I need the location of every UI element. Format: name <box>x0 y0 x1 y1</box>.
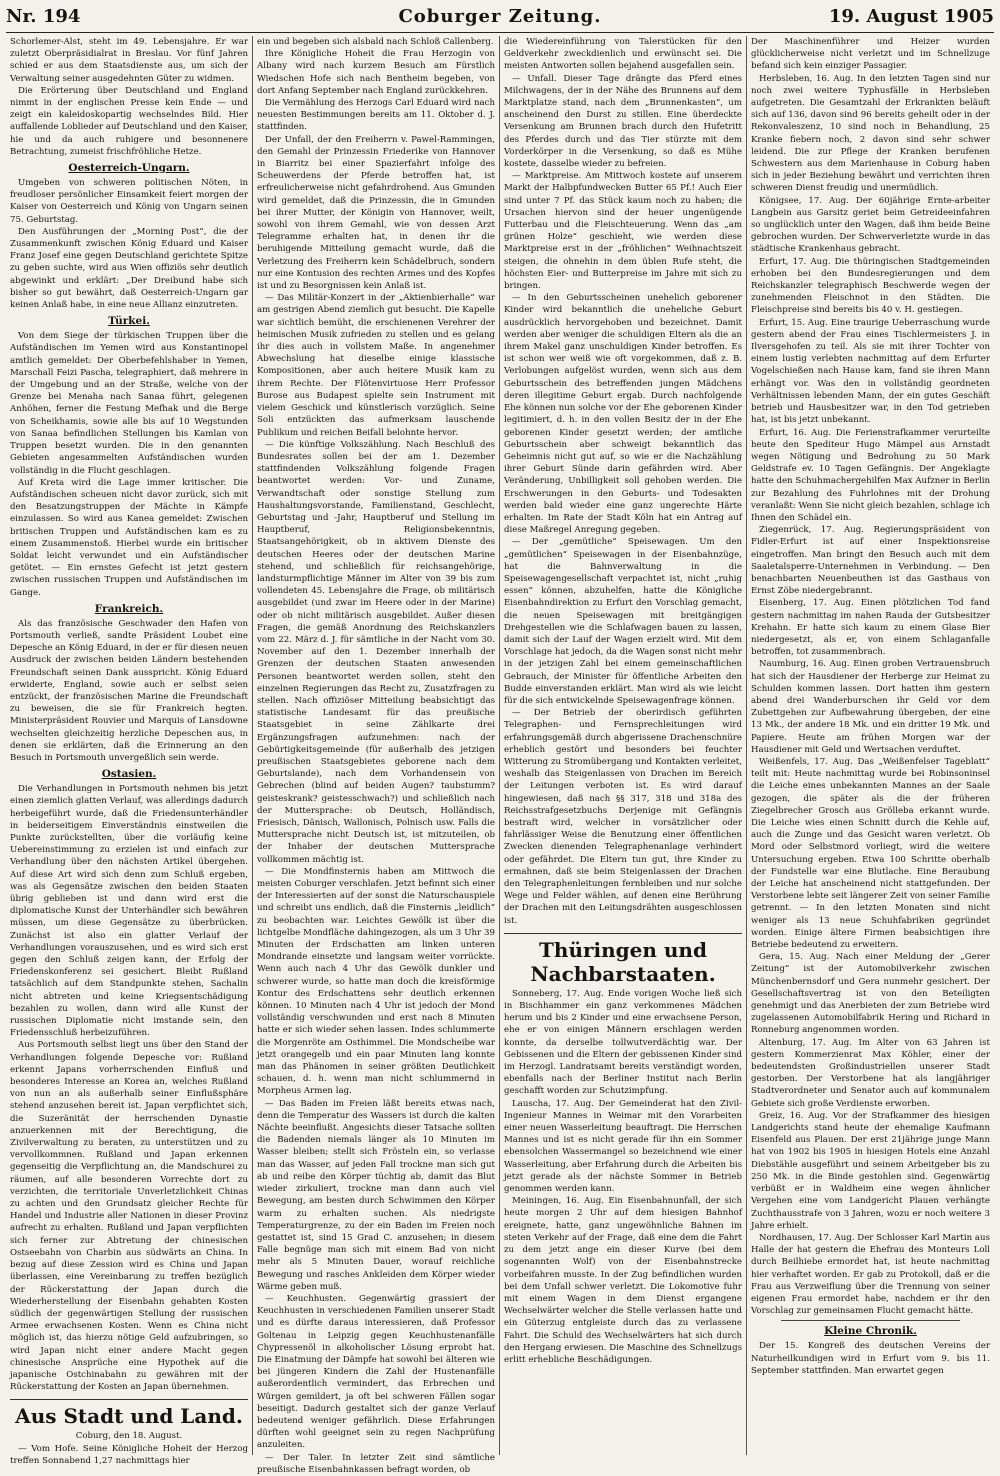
section-heading: Ostasien. <box>101 768 157 781</box>
article-paragraph: Erfurt, 17. Aug. Die thüringischen Stadtgemeinden erhoben bei den Bundesregierungen und dem Reichskanzler telegraphisch Beschwerde wegen der zunehmenden Fleischnot in den Städten. Die Fleischpreise sind bereits bis 40 v. H. gestiegen. <box>751 256 990 316</box>
article-paragraph: Schorlemer-Alst, steht im 49. Lebensjahre. Er war zuletzt Oberpräsidialrat in Breslau. Vor fünf Jahren schied er aus dem Staatsdienste aus, um sich der Verwaltung seiner ausgedehnten Güter zu widmen. <box>10 37 248 84</box>
article-paragraph: Die Verhandlungen in Portsmouth nehmen bis jetzt einen ziemlich glatten Verlauf, was allerdings dadurch herbeigeführt wurde, daß die Friedensunterhändler in beiderseitigem Einverständnis einstweilen die Punkte zurückstellten, über die vorläufig keine Uebereinstimmung zu erzielen ist und einfach zur Verhandlung über den nächsten Artikel übergehen. Auf diese Art wird sich denn zum Schluß ergeben, was als Gegensätze zwischen den beiden Staaten übrig geblieben ist und dann wird erst die diplomatische Kunst der Unterhändler sich bewähren müssen, um diese Gegensätze zu überbrücken. Zunächst ist also ein glatter Verlauf der Verhandlungen vorauszusehen, und es wird sich erst gegen den Schluß zeigen kann, der Erfolg der Friedenskonferenz sei gesichert. Bleibt Rußland tatsächlich auf dem Standpunkte stehen, Sachalin nicht abtreten und keine Kriegsentschädigung bezahlen zu wollen, dann wird alle Kunst der russischen Diplomatie nicht imstande sein, den Friedensschluß herbeizuführen. <box>10 784 248 1039</box>
article-paragraph: Aus Portsmouth selbst liegt uns über den Stand der Verhandlungen folgende Depesche vor: Rußland erkennt Japans vorherrschenden Einfluß und besonderes Interesse an Korea an, welches Rußland von nun an als außerhalb seiner Einflußsphäre stehend anzusehen bereit ist. Japan verpflichtet sich, die Suzeränität der herrschenden Dynastie anzuerkennen mit der Berechtigung, die Zivilverwaltung zu beraten, zu unterstützen und zu vervollkommnen. Rußland und Japan erkennen gegenseitig die Verpflichtung an, die Mandschurei zu räumen, auf alle besonderen Vorrechte dort zu verzichten, die territoriale Unverletzlichkeit Chinas zu achten und den Grundsatz gleicher Rechte für Handel und Industrie aller Nationen in dieser Provinz aufrecht zu erhalten. Rußland und Japan verpflichten sich ferner zur Abtretung der chinesischen Ostseebahn von Charbin aus südwärts an China. In bezug auf diese Zession wird es China und Japan überlassen, eine Vereinbarung zu treffen bezüglich der Rückerstattung der Japan durch die Wiederherstellung der Eisenbahn gehabten Kosten südlich der gegenwärtigen Stellung der russischen Armee erwachsenen Kosten. Wenn es China nicht möglich ist, das hierzu nötige Geld aufzubringen, so wird Japan nicht einer andere Macht gegen chinesische Ansprüche eine Hypothek auf die japanische Ostchinabahn zu gewähren mit der Rückerstattung der Kosten an Japan übernehmen. <box>10 1040 248 1393</box>
article-paragraph: Ziegenrück, 17. Aug. Regierungspräsident von Fidler-Erfurt ist auf einer Inspektionsreise eingetroffen. Man bringt den Besuch auch mit dem Saaletalsperre-Unternehmen in Verbindung. — Den benachbarten Neuenbeuthen ist das Gasthaus von Ernst Zöbe niedergebrannt. <box>751 525 990 597</box>
article-paragraph: Die Erörterung über Deutschland und England nimmt in der englischen Presse kein Ende — und zeigt ein kaleidoskopartig wechselndes Bild. Hier auffallende Loblieder auf Deutschland und den Kaiser, hie und da auch ruhigere und besonnenere Betrachtung, zumeist frischfröhliche Hetze. <box>10 85 248 157</box>
section-heading: Kleine Chronik. <box>824 1325 917 1338</box>
article-paragraph: Altenburg, 17. Aug. Im Alter von 63 Jahren ist gestern Kommerzienrat Max Köhler, einer der bedeutendsten Großindustriellen unserer Stadt gestorben. Der Verstorbene hat als langjähriger Stadtverordneter und Senator auch auf kommunalem Gebiete sich große Verdienste erworben. <box>751 1037 990 1109</box>
newspaper-title: Coburger Zeitung. <box>398 6 602 27</box>
article-paragraph: Greiz, 16. Aug. Vor der Strafkammer des hiesigen Landgerichts stand heute der ehemalige Kaufmann Eisenfeld aus Plauen. Der erst 21jährige junge Mann hat von 1902 bis 1905 in hiesigen Hotels eine Anzahl Diebstähle ausgeführt und seinem Arbeitgeber bis zu 250 Mk. in die Binde gestohlen sind. Gegenwärtig verbüßt er in Waldheim eine wegen ähnlicher Vergehen eine vom Landgericht Plauen verhängte Zuchthausstrafe von 3 Jahren, wozu er noch weitere 3 Jahre erhielt. <box>751 1110 990 1231</box>
article-paragraph: Meiningen, 16. Aug. Ein Eisenbahnunfall, der sich heute morgen 2 Uhr auf dem hiesigen Bahnhof ereignete, hatte, ganz ungewöhnliche Bahnen im steten Verkehr auf der Frage, daß eine dem die Fahrt zu dem jetzt ange ein dieser Kurve (bei dem sogenannten Wolf) von der Eisenbahnstrecke vorbeifahren musste. In der Zug befindlichen wurden bei dem Unfall schwer verletzt. Die Lokomotive fuhr mit einem Wagen in dem Dienst ergangene Wechselwärter welcher die Stelle verlassen hatte und ein Güterzug entgleiste durch das zu verlassene Fahrt. Die Schuld des Wechselwärters hat sich durch den Hergang erwiesen. Die Maschine des Schnellzugs erlitt erhebliche Beschädigungen. <box>504 1196 742 1365</box>
columns <box>6 36 994 1475</box>
divider <box>781 1320 960 1321</box>
masthead <box>6 6 994 33</box>
article-paragraph: — Keuchhusten. Gegenwärtig grassiert der Keuchhusten in verschiedenen Familien unserer Stadt und es dürfte daraus interessieren, daß Professor Goltenau in Leipzig gegen Keuchhustenanfälle Chypressenöl in alkoholischer Lösung erprobt hat. Die Einatmung der Dämpfe hat sowohl bei älteren wie bei jüngeren Kindern die Zahl der Hustenanfälle außerordentlich vermindert, das Erbrechen und Würgen gemildert, ja oft bei schweren Fällen sogar beseitigt. Dadurch gestaltet sich der ganze Verlauf bedeutend weniger gefährlich. Diese Erfahrungen dürften wohl geeignet sein zu regen Nachprüfung anzuleiten. <box>257 1293 495 1451</box>
article-paragraph: Auf Kreta wird die Lage immer kritischer. Die Aufständischen scheuen nicht davor zurück, sich mit den Besatzungstruppen der Mächte in Kämpfe einzulassen. So wird aus Kanea gemeldet: Zwischen britischen Truppen und Aufständischen kam es zu einem Zusammenstoß. Hierbei wurde ein britischer Soldat leicht verwundet und ein Aufständischer getötet. — Ein ernstes Gefecht ist jetzt gestern zwischen russischen Truppen und Aufständischen im Gange. <box>10 477 248 598</box>
article-paragraph: Sonneberg, 17. Aug. Ende vorigen Woche ließ sich in Bischhammer ein ganz verkommenes Mädchen herum und bis 2 Kinder und eine erwachsene Person, ehe er von einigen Männern erschlagen werden konnte, da derselbe tollwutverdächtig war. Der Gebissenen und die Eltern der gebissenen Kinder sind im Herzogl. Landratsamt bereits verständigt worden, ebenfalls nach der Berliner Institut nach Berlin geschafft worden zur Schutzimpfung. <box>504 988 742 1097</box>
article-paragraph: Herbsleben, 16. Aug. In den letzten Tagen sind nur noch zwei weitere Typhusfälle in Herbsleben aufgetreten. Die Gesamtzahl der Erkrankten beläuft sich auf 136, davon sind 96 bereits geheilt oder in der Rekonvaleszenz, 10 sind noch in Behandlung, 25 Kranke fiebern noch, 2 davon sind sehr schwer leidend. Die zur Pflege der Kranken berufenen Schwestern aus dem Marienhause in Coburg haben sich in jeder Beziehung bewährt und verrichten ihren schweren Dienst freudig und unermüdlich. <box>751 73 990 194</box>
article-paragraph: — Unfall. Dieser Tage drängte das Pferd eines Milchwagens, der in der Nähe des Brunnens auf dem Marktplatze stand, nach dem „Brunnenkasten“, um anscheinend den Durst zu stillen. Eine überdeckte Versenkung am Brunnen brach durch den Hufetritt des Pferdes durch und das Tier stürzte mit dem Vorderkörper in die Versenkung, so daß es Mühe kostete, dasselbe wieder zu befreien. <box>504 73 742 170</box>
issue-date: 19. August 1905 <box>828 6 994 27</box>
column-1 <box>6 36 253 1466</box>
article-paragraph: Erfurt, 15. Aug. Eine traurige Ueberraschung wurde gestern abend der Frau eines Tischlermeisters J. in Ilversgehofen zu teil. Als sie mit ihrer Tochter von einem lustig verlebten nachmittag auf dem Erfurter Vogelschießen nach Hause kam, fand sie ihren Mann erhängt vor. Was den in vollständig geordneten Verhältnissen lebenden Mann, der ein gutes Geschäft betrieb und Hausbesitzer war, in den Tod getrieben hat, ist bis jetzt unbekannt. <box>751 317 990 426</box>
article-paragraph: Der Maschinenführer und Heizer wurden glücklicherweise nicht verletzt und im Schnellzuge befand sich kein einziger Passagier. <box>751 37 990 72</box>
article-paragraph: — Die künftige Volkszählung. Nach Beschluß des Bundesrates sollen bei der am 1. Dezember stattfindenden Volkszählung folgende Fragen beantwortet werden: Vor- und Zuname, Verwandtschaft oder sonstige Stellung zum Haushaltungsvorstande, Familienstand, Geschlecht, Geburtstag und -Jahr, Hauptberuf und Stellung im Hauptberuf, Religionsbekenntnis, Staatsangehörigkeit, ob in aktivem Dienste des deutschen Heeres oder der deutschen Marine stehend, und schließlich für reichsangehörige, landsturmpflichtige Männer im Alter von 39 bis zum vollendeten 45. Lebensjahre die Frage, ob militärisch ausgebildet (und zwar im Heere oder in der Marine) oder ob nicht militärisch ausgebildet. Außer diesen Fragen, die gemäß Anordnung des Reichskanzlers vom 22. März d. J. für sämtliche in der Nacht vom 30. November auf den 1. Dezember innerhalb der Grenzen der deutschen Staaten anwesenden Personen beantwortet werden sollen, steht den einzelnen Regierungen das Recht zu, Zusatzfragen zu stellen. Nach offiziöser Mitteilung beabsichtigt das statistische Landesamt für das preußische Staatsgebiet in seine Zählkarte drei Ergänzungsfragen aufzunehmen: nach der Gebürtigkeitsgemeinde (für außerhalb des jetzigen preußischen Staatsgebietes geborene nach dem Geburtslande), nach dem Vorhandensein von Gebrechen (blind auf beiden Augen? taubstumm? geisteskrank? geistesschwach?) und schließlich nach der Muttersprache: ob Deutsch, Holländisch, Friesisch, Dänisch, Wallonisch, Polnisch usw. Falls die Muttersprache nicht Deutsch ist, ist mitzuteilen, ob der Inhaber der deutschen Muttersprache vollkommen mächtig ist. <box>257 439 495 865</box>
article-paragraph: — Der Betrieb der oberirdisch geführten Telegraphen- und Fernsprechleitungen wird erfahrungsgemäß durch abgerissene Drachenschnüre erheblich gestört und besonders bei feuchter Witterung zu Stromübergang und Kontakten verleitet, weshalb das Steigenlassen von Drachen im Bereich der Leitungen verboten ist. Es wird darauf hingewiesen, daß nach §§ 317, 318 und 318a des Reichsstrafgesetzbuchs Derjenige mit Gefängnis bestraft wird, welcher in vorsätzlicher oder fahrlässiger Weise die Benutzung einer öffentlichen Zwecken dienenden Telegraphenanlage verhindert oder gefährdet. Die Eltern tun gut, ihre Kinder zu ermahnen, daß sie beim Steigenlassen der Drachen den Telegraphenleitungen fernbleiben und nur solche Wege und Felder wählen, auf denen eine Berührung der Drachen mit den Leitungsdrähten ausgeschlossen ist. <box>504 708 742 926</box>
article-paragraph: — Der „gemütliche“ Speisewagen. Um den „gemütlichen“ Speisewagen in der Eisenbahnzüge, hat die Bahnverwaltung in die Speisewagengesellschaft verpachtet ist, nicht „ruhig essen“ können, abzuhelfen, hatte die Königliche Eisenbahndirektion zu Erfurt den Vorschlag gemacht, die neuen Speisewagen mit breitgängigen Drehgestellen wie die Schlafwagen bauen zu lassen, damit sich der Lauf der Wagen erzielt wird. Mit dem Vorschlage hat jedoch, da die Wagen sonst nicht mehr in der jetzigen Zahl bei einem gemeinschaftlichen Gebrauch, der Minister für öffentliche Arbeiten den Budde einverstanden erklärt. Man wird als wie leicht für die sich entwickelnde Speisewagenfrage können. <box>504 537 742 706</box>
section-heading: Türkei. <box>108 315 150 328</box>
article-paragraph: — Die Mondfinsternis haben am Mittwoch die meisten Coburger verschlafen. Jetzt befinnt sich einer der Interessierten auf der sonst die Naturschauspiele und schreibt uns endlich, daß die Finsternis „leidlich“ zu beobachten war. Leichtes Gewölk ist über die lichtgelbe Mondfläche dahingezogen, als um 3 Uhr 39 Minuten der Erdschatten am linken unteren Mondrande einsetzte und langsam weiter vorrückte. Wenn auch nach 4 Uhr das Gewölk dunkler und schwerer wurde, so hatte man doch die kreisförmige Kontur des Erdschattens sehr deutlich erkennen können. 10 Minuten nach 4 Uhr ist jedoch der Mond vollständig verschwunden und erst nach 8 Minuten hatte er sich wieder sehen lassen. Indes schlummerte die Morgenröte am Osthimmel. Die Mondscheibe war jetzt orangegelb und ein paar Minuten lang konnte man das Phänomen in seiner größten Deutlichkeit schauen, d. h. wenn man nicht schlummernd in Morpheus Armen lag. <box>257 866 495 1097</box>
column-2 <box>253 36 500 1475</box>
article-paragraph: Den Ausführungen der „Morning Post“, die der Zusammenkunft zwischen König Eduard und Kaiser Franz Josef eine gegen Deutschland gerichtete Spitze zu geben suchte, wird aus Wien offiziös sehr deutlich abgewinkt und erklärt: „Der Dreibund habe sich bisher so gut bewährt, daß Oesterreich-Ungarn gar keinen Anlaß habe, in eine neue Allianz einzutreten. <box>10 226 248 311</box>
article-paragraph: Lauscha, 17. Aug. Der Gemeinderat hat den Zivil-Ingenieur Mannes in Weimar mit den Vorarbeiten einer neuen Wasserleitung beauftragt. Die Herrschen Mannes und ist es nicht gerade für ihn ein Sommer ebensolchen Wassermangel so bezeichnend wie einer Wasserleitung, aber Erfahrung durch die Arbeiten bis jetzt gerade als der nächste Sommer in Betrieb genommen werden kann. <box>504 1098 742 1195</box>
article-paragraph: Die Vermählung des Herzogs Carl Eduard wird nach neuesten Bestimmungen bereits am 11. Oktober d. J. stattfinden. <box>257 98 495 133</box>
article-paragraph: Umgeben von schweren politischen Nöten, in freudloser persönlicher Einsamkeit feiert morgen der Kaiser von Oesterreich und König von Ungarn seinen 75. Geburtstag. <box>10 178 248 225</box>
article-paragraph: Erfurt, 16. Aug. Die Ferienstrafkammer verurteilte heute den Spediteur Hugo Mämpel aus Arnstadt wegen Nötigung und Bedrohung zu 50 Mark Geldstrafe ev. 10 Tagen Gefängnis. Der Angeklagte hatte den Schuhmachergehilfen Max Aufzner in Berlin zur Bezahlung des Fuhrlohnes mit der Drohung veranlaßt: Wenn Sie nicht gleich bezahlen, schlage ich Ihnen den Schädel ein. <box>751 427 990 523</box>
article-paragraph: — Das Baden im Freien läßt bereits etwas nach, denn die Temperatur des Wassers ist durch die kalten Nächte beeinflußt. Angesichts dieser Tatsache sollten die Badenden niemals länger als 10 Minuten im Wasser bleiben; stellt sich Frösteln ein, so verlasse man das Wasser, auf jeden Fall trockne man sich gut ab und reibe den Körper tüchtig ab, damit das Blut wieder zirkuliert, trockne man dann auch viel Bewegung, am besten durch Schwimmen den Körper warm zu erhalten suchen. Als niedrigste Temperaturgrenze, zu der ein Baden im Freien noch gestattet ist, sind 15 Grad C. anzusehen; in diesem Falle begnüge man sich mit einem Bad von nicht mehr als 5 Minuten Dauer, worauf reichliche Bewegung und rasches Ankleiden dem Körper wieder Wärme geben muß. <box>257 1098 495 1292</box>
article-paragraph: — Vom Hofe. Seine Königliche Hoheit der Herzog treffen Sonnabend 1,27 nachmittags hier <box>10 1443 248 1466</box>
article-paragraph: Gera, 15. Aug. Nach einer Meldung der „Gerer Zeitung“ ist der Automobilverkehr zwischen Münchenbernsdorf und Gera nunmehr gesichert. Der Gesellschaftsvertrag ist von den Beteiligten genehmigt und das Anerbieten der zum Betriebe wird zugelassenen Automobilfabrik Hering und Richard in Ronneburg angenommen worden. <box>751 952 990 1036</box>
column-4 <box>747 36 994 1455</box>
article-paragraph: Königsee, 17. Aug. Der 60jährige Ernte-arbeiter Langbein aus Garsitz geriet beim Getreideeinfahren so unglücklich unter den Wagen, daß ihm beide Beine gebrochen wurden. Der Schwerverletzte wurde in das städtische Krankenhaus gebracht. <box>751 195 990 255</box>
article-paragraph: — Der Taler. In letzter Zeit sind sämtliche preußische Eisenbahnkassen befragt worden, ob <box>257 1452 495 1475</box>
article-paragraph: Ihre Königliche Hoheit die Frau Herzogin von Albany wird nach kurzem Besuch am Fürstlich Wiedschen Hofe sich nach Bentheim begeben, von dort Anfang September nach England zurückkehren. <box>257 49 495 96</box>
dateline: Coburg, den 18. August. <box>75 1431 183 1442</box>
article-paragraph: — Marktpreise. Am Mittwoch kostete auf unserem Markt der Halbpfundwecken Butter 65 Pf.! Auch Eier sind unter 7 Pf. das Stück kaum noch zu haben; die Ursachen hiervon sind der heuer ungenügende Futterbau und die Fleischteuerung. Wenn das „am grünen Holze“ geschieht, wie werden diese Marktpreise erst in der „fröhlichen“ Weihnachtszeit steigen, die ohnehin in dem üblen Rufe steht, die höchsten Eier- und Butterpreise im Jahre mit sich zu bringen. <box>504 171 742 292</box>
section-heading: Frankreich. <box>94 602 164 615</box>
article-paragraph: Weißenfels, 17. Aug. Das „Weißenfelser Tageblatt“ teilt mit: Heute nachmittag wurde bei Robinsoninsel die Leiche eines unbekannten Mannes an der Saale gezogen, die später als die der früheren Ziegelbrecher Grosch aus Grölleba erkannt wurde. Die Leiche wies einen Schnitt durch die Kehle auf, auch die Zunge und das Gesicht waren verletzt. Ob Mord oder Selbstmord vorliegt, wird die weitere Untersuchung ergeben. Etwa 100 Schritte oberhalb der Fundstelle war eine Blutlache. Eine Beraubung der Leiche hat anscheinend nicht stattgefunden. Der Verstorbene lebte seit längerer Zeit von seiner Familie getrennt. — In den letzten Monaten sind nicht weniger als 13 neue Schuhfabriken gegründet worden. Einige ältere Firmen beabsichtigen ihre Betriebe bedeutend zu erweitern. <box>751 756 990 951</box>
article-paragraph: die Wiedereinführung von Talerstücken für den Geldverkehr zweckdienlich und erwünscht sei. Die meisten Antworten sollen bejahend ausgefallen sein. <box>504 37 742 72</box>
article-paragraph: — Das Militär-Konzert in der „Aktienbierhalle“ war am gestrigen Abend ziemlich gut besucht. Die Kapelle war sichtlich bemüht, die erschienenen Verehrer der heimischen Musik zufrieden zu stellen und es gelang ihr dies auch in vollstem Maße. In angenehmer Abwechslung hat dieselbe einige klassische Kompositionen, aber auch heitere Musik kam zu ihrem Rechte. Der Flötenvirtuose Herr Professor Burose aus Budapest spielte sein Instrument mit vielem Geschick und künstlerisch vorzüglich. Seine Soli entzückten das aufmerksam lauschende Publikum und reichen Beifall belohnte hervor. <box>257 293 495 438</box>
article-paragraph: Eisenberg, 17. Aug. Einen plötzlichen Tod fand gestern nachmittag im nahen Rauda der Gutsbesitzer Krehahn. Er hatte sich kaum zu einem Glase Bier niedergesetzt, als er, von einem Schlaganfalle betroffen, tot zusammenbrach. <box>751 598 990 658</box>
article-paragraph: Nordhausen, 17. Aug. Der Schlosser Karl Martin aus Halle der hat gestern die Ehefrau des Monteurs Loll durch Beilhiebe ermordet hat, ist heute nachmittag hier verhaftet worden. Er gab zu Protokoll, daß er die Frau aus Verzweiflung über die Trennung von seiner eigenen Frau ermordet habe, nachdem er ihr den Vorschlag zur gemeinsamen Flucht gemacht hätte. <box>751 1232 990 1317</box>
issue-number: Nr. 194 <box>6 6 81 27</box>
section-heading: Oesterreich-Ungarn. <box>68 162 190 175</box>
section-title: Aus Stadt und Land. <box>10 1399 248 1428</box>
section-title: Thüringen und Nachbarstaaten. <box>504 933 742 986</box>
article-paragraph: Von dem Siege der türkischen Truppen über die Aufständischen im Yemen wird aus Konstantinopel amtlich gemeldet: Der Oberbefehlshaber in Yemen, Marschall Feizi Pascha, telegraphiert, daß mehrere in der Umgebung und an der Straße, welche von der Grenze bei Menaha nach Sanaa führt, gelegenen Anhöhen, ferner die Festung Mefhak und die Berge von Scheikhamis, sowie alle bis auf 10 Wegstunden von Sanaa befindlichen Stellungen bis Kamlan von Truppen besetzt wurden. Die in den genannten Gebieten angesammelten Aufständischen wurden vollständig in die Flucht geschlagen. <box>10 331 248 476</box>
column-3 <box>500 36 747 1455</box>
article-paragraph: Der 15. Kongreß des deutschen Vereins der Naturheilkundigen wird in Erfurt vom 9. bis 11. September stattfinden. Man erwartet gegen <box>751 1341 990 1376</box>
article-paragraph: Als das französische Geschwader den Hafen von Portsmouth verließ, sandte Präsident Loubet eine Depesche an König Eduard, in der er für diesen neuen Ausdruck der zwischen beiden Ländern bestehenden Freundschaft seinen Dank ausspricht. König Eduard erwiderte, England, sowie auch er selbst seien entzückt, der französischen Marine die Freundschaft zu beweisen, die sie für Frankreich hegten. Ministerpräsident Rouvier und Marquis of Lansdowne wechselten gleichzeitig herzliche Depeschen aus, in denen sie erklärten, daß die Erinnerung an den Besuch in Portsmouth unvergeßlich sein werde. <box>10 618 248 763</box>
article-paragraph: Der Unfall, der den Freiherrn v. Pawel-Rammingen, den Gemahl der Prinzessin Friederike von Hannover in Biarritz bei einer Spazierfahrt infolge des Scheuwerdens der Pferde betroffen hat, ist erfreulicherweise nicht gefahrdrohend. Aus Gmunden wird gemeldet, daß die Prinzessin, die in Gmunden bei ihrer Mutter, der Königin von Hannover, weilt, sowohl von ihrem Gemahl, wie von dessen Arzt Telegramme erhalten hat, in denen ihr die beruhigende Mitteilung gemacht wurde, daß die Verletzung des Freiherrn kein Schädelbruch, sondern nur eine Kontusion des rechten Armes und des Kopfes ist und zu Besorgnissen kein Anlaß ist. <box>257 134 495 292</box>
article-paragraph: ein und begeben sich alsbald nach Schloß Callenberg. <box>257 37 494 47</box>
article-paragraph: — In den Geburtsscheinen unehelich geborener Kinder wird bekanntlich die uneheliche Geburt ausdrücklich hervorgehoben und bezeichnet. Damit werden aber weniger die schuldigen Eltern als die an ihrem Makel ganz unschuldigen Kinder betroffen. Es ist schon wer weiß wie oft vorgekommen, daß z. B. Verlobungen aufgelöst wurden, wenn sich aus dem Geburtsschein des betreffenden jungen Mädchens deren illegitime Geburt ergab. Durch nachfolgende Ehe können nun solche vor der Ehe geborenen Kinder legitimiert, d. h. in den vollen Besitz der in der Ehe geborenen Kinder gesetzt werden; der amtliche Geburtsschein aber schweigt bekanntlich das Geheimnis nicht gut auf, so wie er die Nachzählung ihrer Geburt Sünde darin gefährden wird. Aber Veränderung, Unbilligkeit soll gehoben werden. Die Erschwerungen in den Geburts- und Todesakten werden bald wieder eine ganz ungerechte Härte erhalten. Im Rate der Stadt Köln hat ein Antrag auf diese Maßregel Anregung gegeben. <box>504 293 742 536</box>
article-paragraph: Naumburg, 16. Aug. Einen groben Vertrauensbruch hat sich der Hausdiener der Herberge zur Heimat zu Schulden kommen lassen. Dort hatten ihm gestern abend drei Wanderburschen ihr Geld vor dem Zubettgehen zur Aufbewahrung übergeben, der eine 13 Mk., der andere 18 Mk. und ein dritter 19 Mk. und Papiere. Heute am frühen Morgen war der Hausdiener mit Geld und Wertsachen verduftet. <box>751 659 990 755</box>
